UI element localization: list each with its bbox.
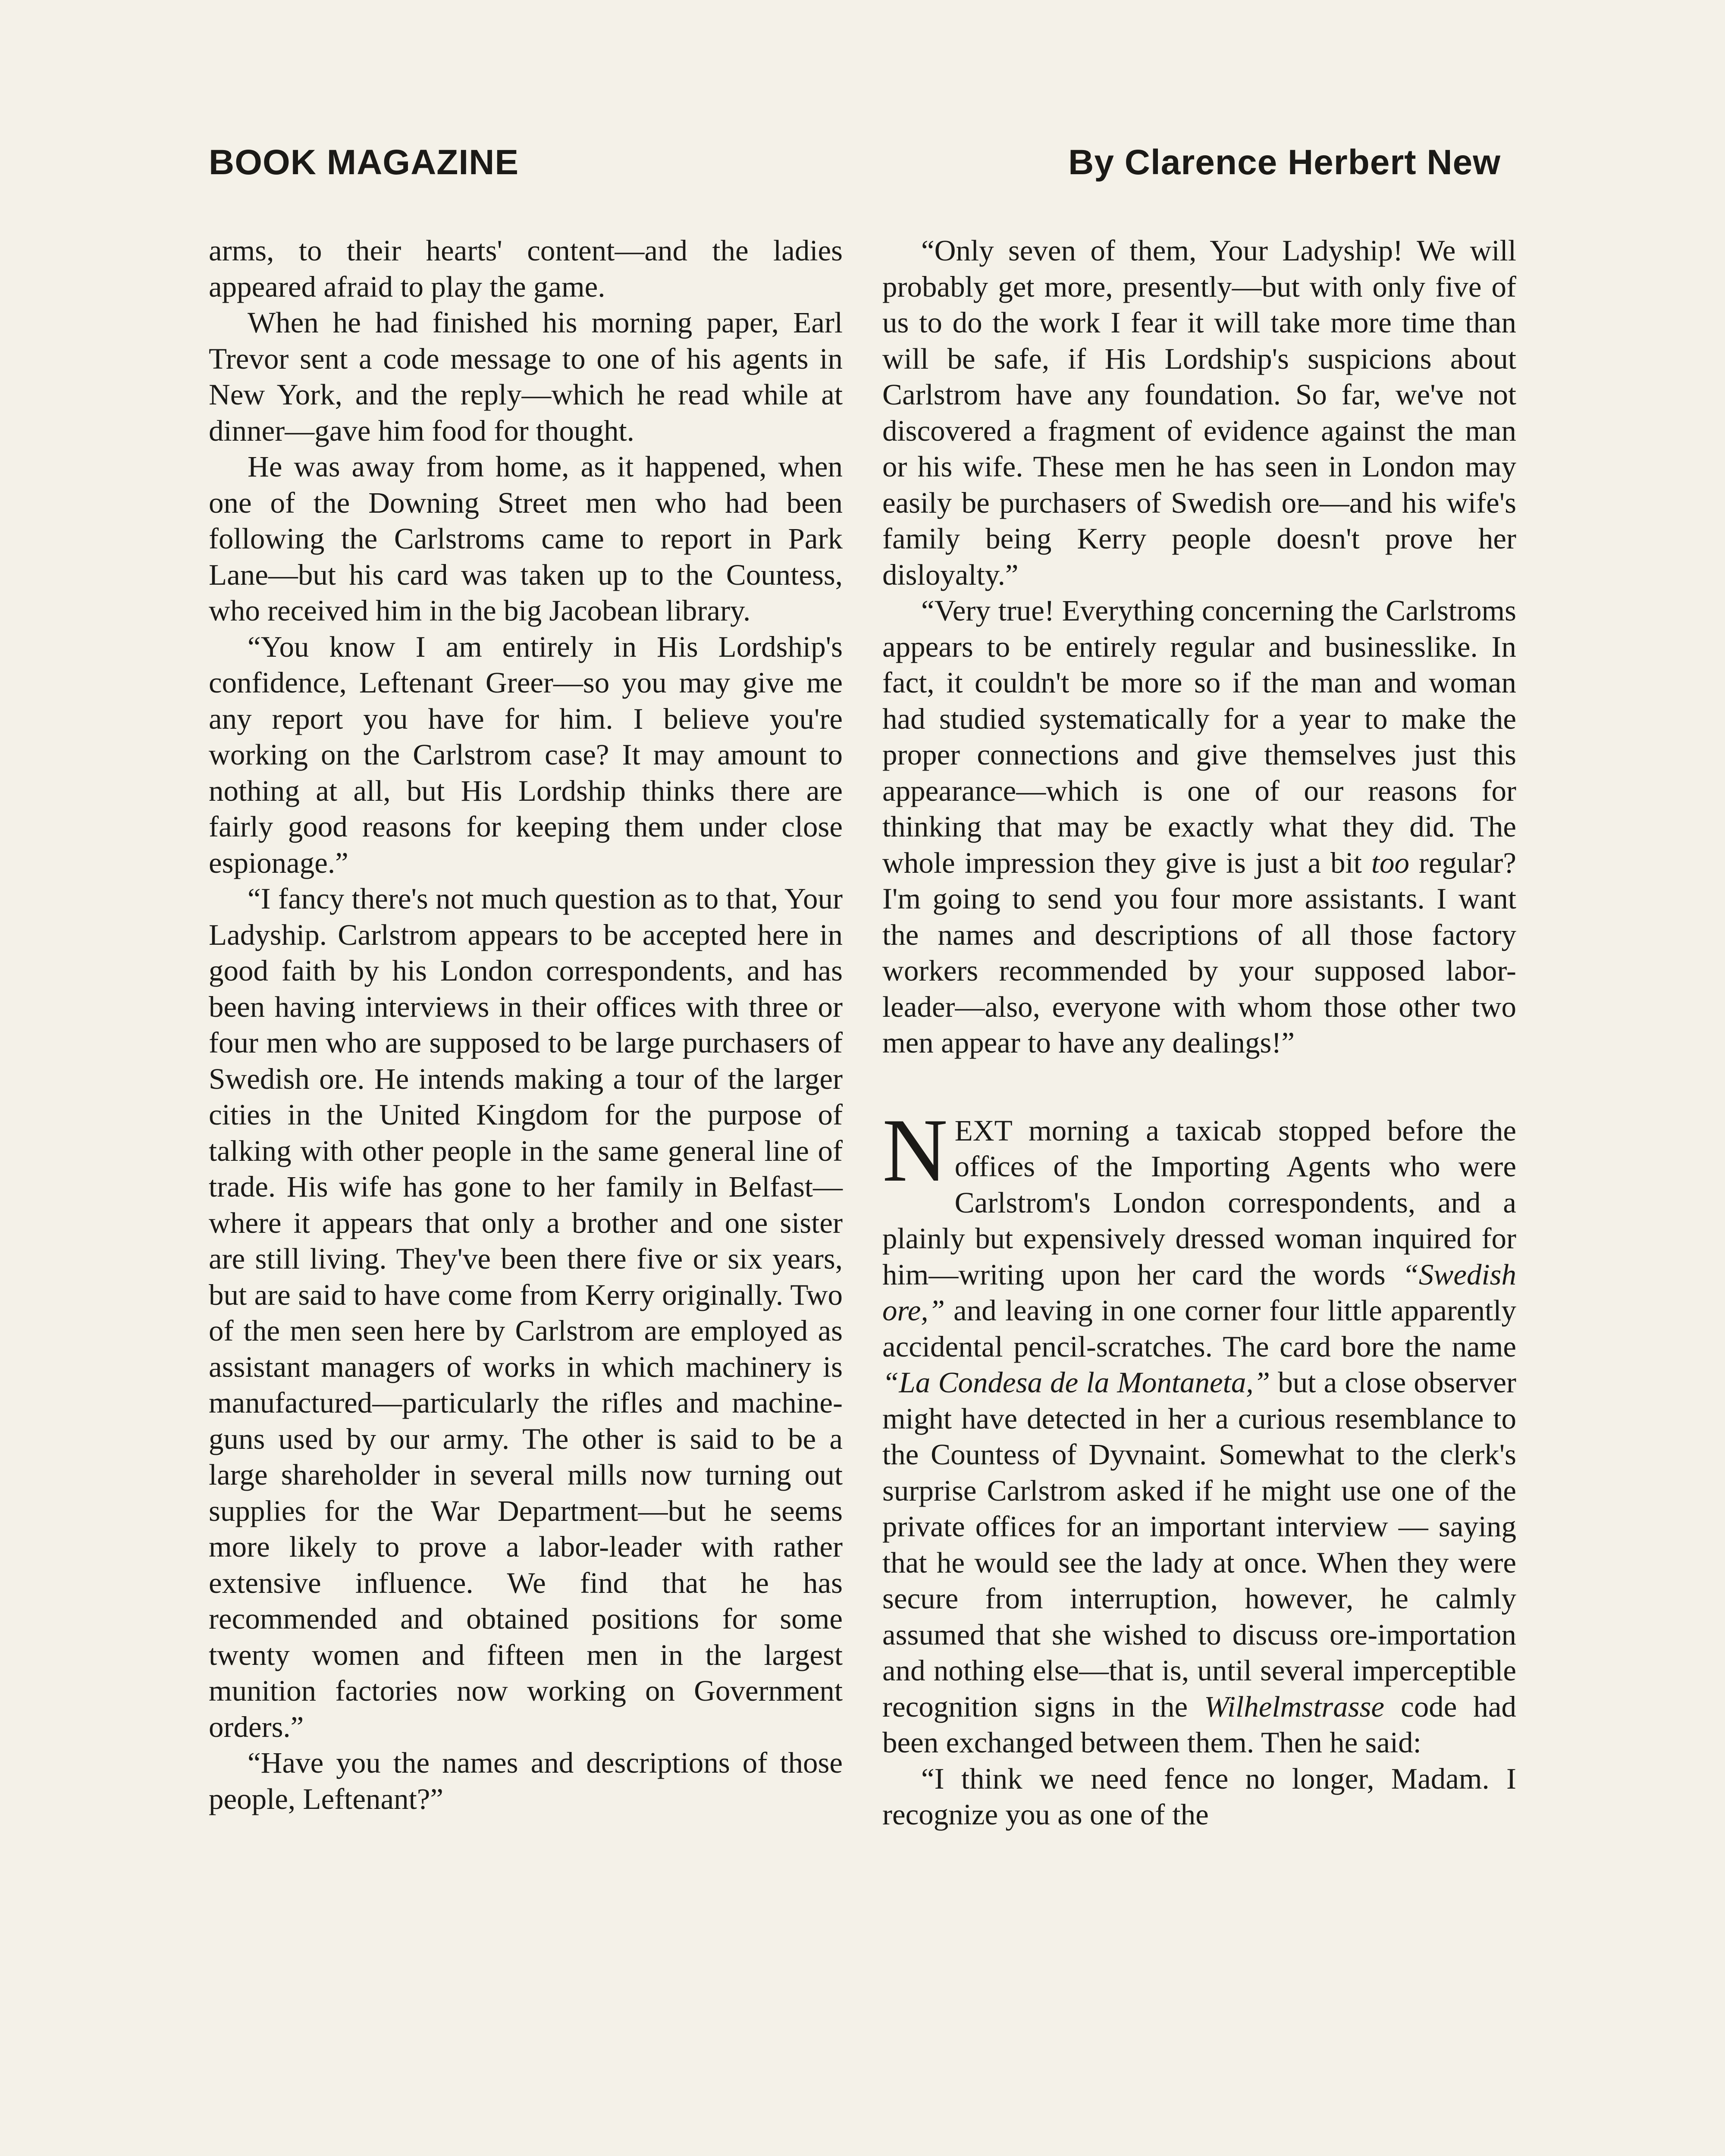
text-run: “Very true! Everything concerning the Carlstroms appears to be entirely regular and businesslike. In fact, it couldn't be more so if the man and woman had studied systematically for a year to make the proper connections and give themselves just this appearance—which is one of our reasons for thinking that may be exactly what they did. The whole impression they give is just a bit [882, 594, 1516, 879]
text-run: and leaving in one corner four little apparently accidental pencil-scratches. The card bore the name [882, 1294, 1516, 1363]
text-run: EXT morning a taxicab stopped before the offices of the Importing Agents who were Carlstrom's London correspondents, and a plainly but expensively dressed woman inquired for him—writing upon her card the words [882, 1114, 1516, 1291]
paragraph: “I fancy there's not much question as to that, Your Ladyship. Carlstrom appears to be accepted here in good faith by his London correspondents, and has been having interviews in their offices with three or four men who are supposed to be large purchasers of Swedish ore. He intends making a tour of the larger cities in the United Kingdom for the purpose of talking with other people in the same general line of trade. His wife has gone to her family in Belfast—where it appears that only a brother and one sister are still living. They've been there five or six years, but are said to have come from Kerry originally. Two of the men seen here by Carlstrom are employed as assistant managers of works in which machinery is manufactured—particularly the rifles and machine-guns used by our army. The other is said to be a large shareholder in several mills now turning out supplies for the War Department—but he seems more likely to prove a labor-leader with rather extensive influence. We find that he has recommended and obtained positions for some twenty women and fifteen men in the largest munition factories now working on Government orders.” [209, 882, 843, 1743]
running-head-magazine: BOOK MAGAZINE [209, 143, 519, 182]
text-run: but a close observer might have detected in her a curious resemblance to the Countess of Dyvnaint. Somewhat to the clerk's surprise Carlstrom asked if he might use one of the private offices for an important interview — saying that he would see the lady at once. When they were secure from interruption, however, he calmly assumed that she wished to discuss ore-importation and nothing else—that is, until several imperceptible recognition signs in the [882, 1366, 1516, 1723]
paragraph [882, 593, 1516, 1061]
text-run: code had been exchanged between them. Then he said: [882, 1690, 1516, 1759]
text-run: regular? I'm going to send you four more assistants. I want the names and descriptions of all those factory workers recommended by your supposed labor-leader—also, everyone with whom those other two men appear to have any dealings!” [882, 846, 1516, 1059]
paragraph: He was away from home, as it happened, when one of the Downing Street men who had been following the Carlstroms came to report in Park Lane—but his card was taken up to the Countess, who received him in the big Jacobean library. [209, 450, 843, 627]
italic-text: Wilhelmstrasse [1204, 1690, 1385, 1723]
paragraph: “Only seven of them, Your Ladyship! We will probably get more, presently—but with only five of us to do the work I fear it will take more time than will be safe, if His Lordship's suspicions about Carlstrom have any foundation. So far, we've not discovered a fragment of evidence against the man or his wife. These men he has seen in London may easily be purchasers of Swedish ore—and his wife's family being Kerry people doesn't prove her disloyalty.” [882, 234, 1516, 591]
left-column [209, 233, 843, 1817]
paragraph: When he had finished his morning paper, Earl Trevor sent a code message to one of his agents in New York, and the reply—which he read while at dinner—gave him food for thought. [209, 306, 843, 447]
paragraph: “Have you the names and descriptions of those people, Leftenant?” [209, 1746, 843, 1815]
italic-text: “Swedish ore,” [882, 1258, 1516, 1327]
paragraph: arms, to their hearts' content—and the ladies appeared afraid to play the game. [209, 234, 843, 303]
paragraph: “I think we need fence no longer, Madam. I recognize you as one of the [882, 1762, 1516, 1831]
right-column [882, 233, 1516, 1833]
drop-cap: N [882, 1100, 948, 1200]
italic-text: too [1371, 846, 1410, 879]
section-opening-paragraph [882, 1100, 1516, 1761]
italic-text: “La Condesa de la Montaneta,” [882, 1366, 1270, 1399]
paragraph: “You know I am entirely in His Lordship's confidence, Leftenant Greer—so you may give me any report you have for him. I believe you're working on the Carlstrom case? It may amount to nothing at all, but His Lordship thinks there are fairly good reasons for keeping them under close espionage.” [209, 630, 843, 879]
running-head-author: By Clarence Herbert New [1068, 143, 1501, 182]
